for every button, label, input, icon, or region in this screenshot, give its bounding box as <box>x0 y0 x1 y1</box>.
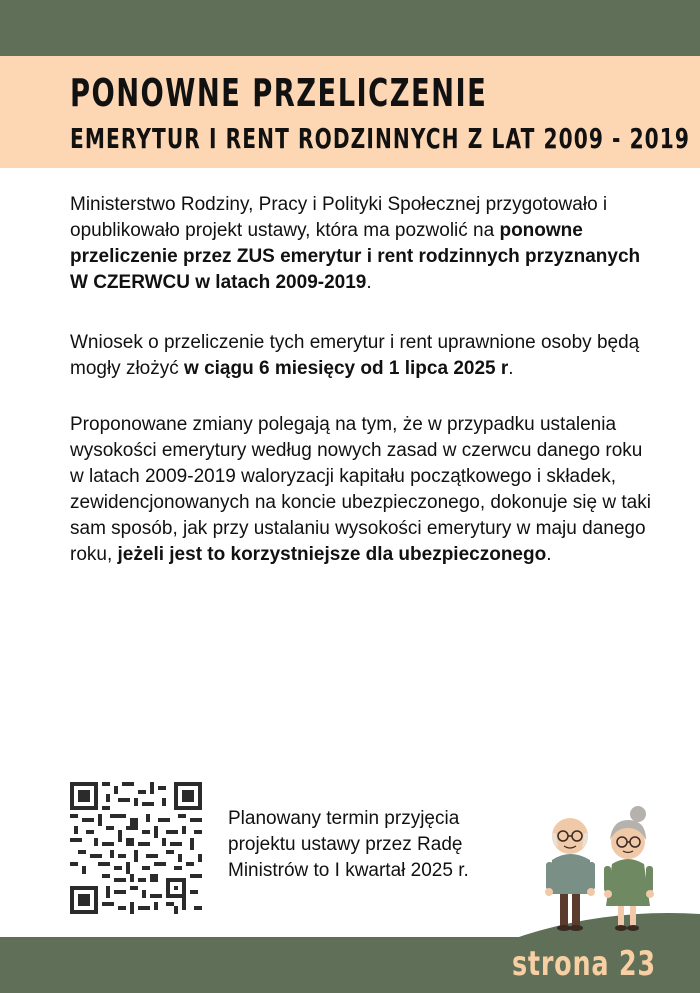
page-subtitle: EMERYTUR I RENT RODZINNYCH Z LAT 2009 - 2019 <box>70 122 691 155</box>
paragraph-3 <box>70 412 660 568</box>
paragraph-1-text: Ministerstwo Rodziny, Pracy i Polityki Społecznej przygotowało i opublikowało projekt ustawy, która ma pozwolić na <box>70 194 608 241</box>
paragraph-2 <box>70 330 660 382</box>
paragraph-3-end: . <box>546 544 552 565</box>
paragraph-3-text: Proponowane zmiany polegają na tym, że w przypadku ustalenia wysokości emerytury według nowych zasad w czerwcu danego roku w latach 2009-2019 waloryzacji kapitału początkowego i składek, zewidencjonowanych na koncie ubezpieczonego, dokonuje się w taki sam sposób, jak przy ustalaniu wysokości emerytury w maju danego roku, <box>70 414 651 565</box>
paragraph-1-end: . <box>366 272 372 293</box>
paragraph-1 <box>70 192 660 296</box>
grandfather-figure <box>545 818 595 931</box>
page-title: PONOWNE PRZELICZENIE <box>70 71 488 115</box>
paragraph-2-end: . <box>508 358 514 379</box>
paragraph-2-text: Wniosek o przeliczenie tych emerytur i rent uprawnione osoby będą mogły złożyć <box>70 332 640 379</box>
paragraph-1-bold: ponowne przeliczenie przez ZUS emerytur i rent rodzinnych przyznanych W CZERWCU w latach 2009-2019 <box>70 220 641 293</box>
qr-code[interactable] <box>70 782 202 914</box>
top-band <box>0 0 700 56</box>
adoption-note: Planowany termin przyjęcia projektu ustawy przez Radę Ministrów to I kwartał 2025 r. <box>228 808 469 881</box>
elderly-couple-illustration <box>500 790 700 940</box>
paragraph-3-bold: jeżeli jest to korzystniejsze dla ubezpieczonego <box>117 544 547 565</box>
paragraph-2-bold: w ciągu 6 miesięcy od 1 lipca 2025 r <box>184 358 509 379</box>
page-number: strona 23 <box>512 944 656 984</box>
grandmother-figure <box>604 806 654 931</box>
